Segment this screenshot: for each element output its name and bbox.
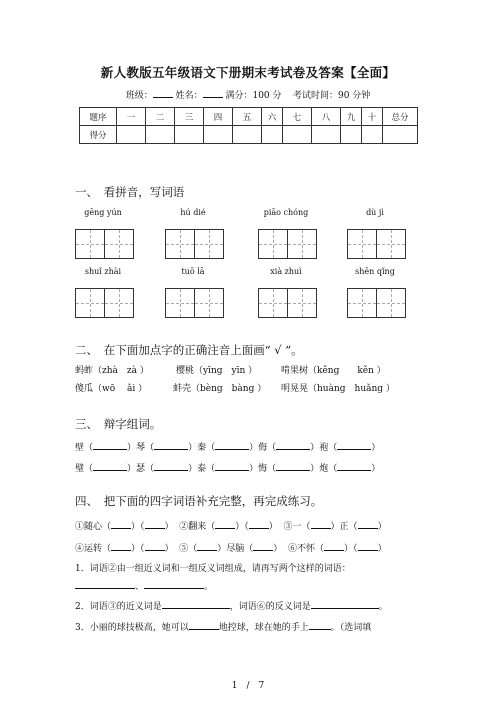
phonetic-item: 蚂蚱（zhà zà ） bbox=[75, 366, 149, 376]
answer-line: 、 。 bbox=[75, 579, 213, 592]
char: 袍 bbox=[319, 443, 329, 453]
score-header-cell: 十 bbox=[362, 108, 383, 126]
answer-blank[interactable] bbox=[276, 449, 310, 450]
writing-grid[interactable] bbox=[75, 288, 134, 318]
name-label: 姓名： bbox=[175, 91, 203, 101]
score-header-cell: 六 bbox=[262, 108, 283, 126]
char: 炮 bbox=[319, 464, 329, 474]
score-row bbox=[80, 126, 418, 144]
writing-grid[interactable] bbox=[347, 288, 406, 318]
page-number: 1 / 7 bbox=[231, 681, 265, 691]
writing-grid[interactable] bbox=[258, 288, 317, 318]
pinyin-label: shuǐ zhài bbox=[84, 267, 122, 276]
score-header-cell: 二 bbox=[146, 108, 175, 126]
answer-blank[interactable] bbox=[215, 449, 249, 450]
score-cell bbox=[341, 126, 362, 144]
exam-info bbox=[0, 88, 496, 101]
score-cell bbox=[383, 126, 418, 144]
score-header-cell: 题序 bbox=[80, 108, 117, 126]
score-header-row bbox=[80, 108, 418, 126]
phonetic-item: 樱桃（yīng yīn ） bbox=[176, 366, 258, 376]
question-2: 2．词语③的近义词是 ，词语⑥的反义词是 。 bbox=[75, 602, 388, 612]
question-3: 3．小丽的球技极高，她可以 地控球，球在她的手上 。（选词填 bbox=[75, 623, 372, 633]
answer-blank[interactable] bbox=[93, 470, 127, 471]
writing-grid[interactable] bbox=[75, 229, 134, 259]
score-header-cell: 八 bbox=[312, 108, 341, 126]
pinyin-label: tuō lā bbox=[181, 267, 205, 276]
score-cell bbox=[117, 126, 146, 144]
char: 壁 bbox=[75, 443, 85, 453]
section4-heading: 四、 把下面的四字词语补充完整，再完成练习。 bbox=[75, 494, 323, 508]
pinyin-label: gēng yún bbox=[84, 208, 122, 217]
score-header-cell: 一 bbox=[117, 108, 146, 126]
score-header-cell: 三 bbox=[175, 108, 204, 126]
score-table bbox=[79, 107, 418, 144]
score-header-cell: 四 bbox=[204, 108, 233, 126]
answer-blank[interactable] bbox=[93, 449, 127, 450]
score-row-label: 得分 bbox=[80, 126, 117, 144]
char: 琴 bbox=[136, 443, 146, 453]
phonetic-item: 啃果树（kěng kěn ） bbox=[281, 366, 386, 376]
pinyin-label: xià zhuì bbox=[270, 267, 302, 276]
pinyin-label: shēn qǐng bbox=[355, 267, 395, 276]
char: 泰 bbox=[197, 464, 207, 474]
idiom-row: ①随心（ ）（ ） ②翻来（ ）（ ） ③一（ ）正（ ） bbox=[75, 522, 387, 532]
pinyin-label: hú dié bbox=[180, 208, 206, 217]
writing-grid[interactable] bbox=[258, 229, 317, 259]
idiom-row: ④运转（ ）（ ） ⑤（ ）尽脑（ ） ⑥不怀（ ）（ ） bbox=[75, 544, 387, 554]
section1-heading: 一、 看拼音，写词语 bbox=[75, 185, 185, 199]
page-title: 新人教版五年级语文下册期末考试卷及答案【全面】 bbox=[100, 65, 396, 80]
section3-heading: 三、 辩字组词。 bbox=[75, 417, 162, 431]
score-cell bbox=[262, 126, 283, 144]
char: 悔 bbox=[258, 464, 268, 474]
answer-blank[interactable] bbox=[215, 470, 249, 471]
char: 侮 bbox=[258, 443, 268, 453]
full-score: 满分：100 分 bbox=[225, 91, 282, 101]
class-label: 班级： bbox=[125, 91, 153, 101]
score-header-cell: 五 bbox=[233, 108, 262, 126]
answer-blank[interactable] bbox=[337, 470, 371, 471]
answer-blank[interactable] bbox=[337, 449, 371, 450]
score-header-cell: 九 bbox=[341, 108, 362, 126]
score-header-cell: 七 bbox=[283, 108, 312, 126]
score-cell bbox=[233, 126, 262, 144]
writing-grid[interactable] bbox=[165, 229, 224, 259]
score-cell bbox=[312, 126, 341, 144]
score-cell bbox=[146, 126, 175, 144]
score-cell bbox=[175, 126, 204, 144]
writing-grid[interactable] bbox=[165, 288, 224, 318]
phonetic-item: 明晃晃（huàng huǎng ） bbox=[281, 384, 395, 394]
answer-blank[interactable] bbox=[154, 449, 188, 450]
char: 璧 bbox=[75, 464, 85, 474]
exam-time: 考试时间：90 分钟 bbox=[292, 91, 371, 101]
word-group-row: 壁（ ）琴（ ）秦（ ）侮（ ）袍（ ） bbox=[75, 443, 381, 453]
char: 瑟 bbox=[136, 464, 146, 474]
pinyin-label: dù jì bbox=[366, 208, 384, 217]
answer-blank[interactable] bbox=[154, 470, 188, 471]
word-group-row: 璧（ ）瑟（ ）泰（ ）悔（ ）炮（ ） bbox=[75, 464, 381, 474]
answer-blank[interactable] bbox=[276, 470, 310, 471]
char: 秦 bbox=[197, 443, 207, 453]
pinyin-label: piāo chóng bbox=[263, 208, 309, 217]
section2-heading: 二、 在下面加点字的正确注音上面画“ √ ”。 bbox=[75, 343, 303, 357]
score-cell bbox=[204, 126, 233, 144]
question-1: 1．词语②由一组近义词和一组反义词组成，请再写两个这样的词语： bbox=[75, 564, 351, 574]
score-header-cell: 总分 bbox=[383, 108, 418, 126]
phonetic-item: 蚌壳（bèng bàng ） bbox=[173, 384, 267, 394]
score-cell bbox=[362, 126, 383, 144]
writing-grid[interactable] bbox=[347, 229, 406, 259]
score-cell bbox=[283, 126, 312, 144]
phonetic-item: 傻瓜（wō ǎi ） bbox=[75, 384, 148, 394]
